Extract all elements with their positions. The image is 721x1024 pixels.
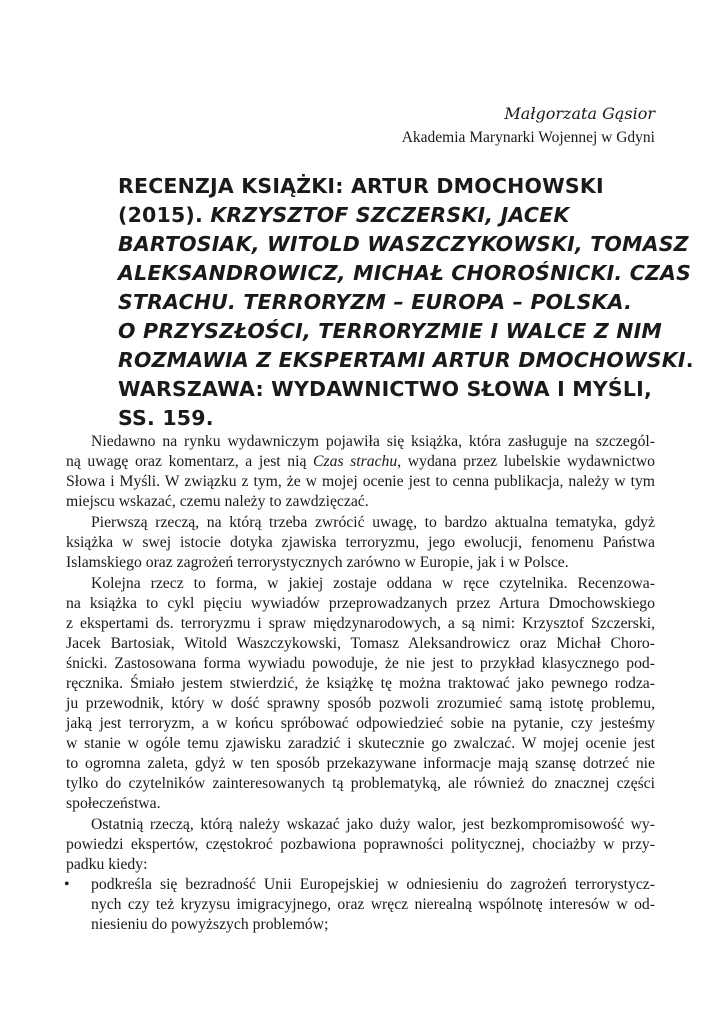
text-line: miejscu wskazać, czemu należy to zawdzięczać. [66, 493, 369, 510]
text-line: Słowa i Myśli. W związku z tym, że w mojej ocenie jest to cenna publikacja, należy w tym [66, 473, 655, 490]
text-line: w stanie w ogóle temu zjawisku zaradzić i skutecznie go zwalczać. W mojej ocenie jest [66, 735, 655, 752]
title-line [118, 317, 663, 345]
text-line: śnicki. Zastosowana forma wywiadu powoduje, że nie jest to przykład klasycznego pod- [66, 655, 655, 672]
title-line [118, 404, 658, 432]
title-line [118, 201, 658, 229]
title-line [118, 259, 692, 287]
text-line: padku kiedy: [66, 856, 148, 873]
text-line: książka w swej istocie dotyka zjawiska terroryzmu, jego ewolucji, fenomenu Państwa [66, 534, 655, 551]
bullet-marker: • [64, 876, 70, 893]
text-line: Islamskiego oraz zagrożeń terrorystycznych zarówno w Europie, jak i w Polsce. [66, 554, 569, 571]
text-line: ręcznika. Śmiało jestem stwierdzić, że książkę tę można traktować jako pewnego rodza- [66, 675, 655, 692]
title-text: RECENZJA KSIĄŻKI: ARTUR DMOCHOWSKI [118, 174, 604, 198]
title-line [118, 375, 658, 403]
text-line: podkreśla się bezradność Unii Europejskiej w odniesieniu do zagrożeń terrorystycz- [91, 876, 655, 893]
title-text-italic: KRZYSZTOF SZCZERSKI, JACEK [210, 203, 570, 227]
title-line [118, 230, 689, 258]
title-line [118, 346, 694, 374]
text-line: to ogromna zaleta, gdyż w ten sposób przekazywane informacje mają szansę dotrzeć nie [66, 755, 655, 772]
book-title-italic: Czas strachu [313, 453, 398, 470]
text-line: Jacek Bartosiak, Witold Waszczykowski, Tomasz Aleksandrowicz oraz Michał Choro- [66, 635, 655, 652]
text-line: z ekspertami ds. terroryzmu i spraw międzynarodowych, a są nimi: Krzysztof Szczerski, [66, 615, 655, 632]
title-text-italic: ALEKSANDROWICZ, MICHAŁ CHOROŚNICKI. CZAS [118, 261, 692, 285]
text-line: niesieniu do powyższych problemów; [91, 916, 329, 933]
title-text-italic: ROZMAWIA Z EKSPERTAMI ARTUR DMOCHOWSKI [118, 348, 686, 372]
title-text-italic: BARTOSIAK, WITOLD WASZCZYKOWSKI, TOMASZ [118, 232, 689, 256]
title-text: . [685, 348, 694, 372]
text-line: ju przewodnik, który w dość sprawny sposób pozwoli zrozumieć samą istotę problemu, [66, 695, 655, 712]
text-line: na książka to cykl pięciu wywiadów przeprowadzanych przez Artura Dmochowskiego [66, 595, 655, 612]
text-line: Kolejna rzecz to forma, w jakiej zostaje oddana w ręce czytelnika. Recenzowa- [91, 575, 655, 592]
title-line [118, 288, 658, 316]
title-line [118, 172, 658, 200]
text-line: tylko do czytelników zainteresowanych tą problematyką, ale również do znacznej części [66, 775, 655, 792]
author-name: Małgorzata Gąsior [504, 104, 655, 123]
author-affiliation: Akademia Marynarki Wojennej w Gdyni [401, 129, 655, 146]
text-line: powiedzi ekspertów, częstokroć pozbawiona poprawności politycznej, chociażby w przy- [66, 836, 655, 853]
text-line: nych czy też kryzysu imigracyjnego, oraz wręcz nierealną wspólnotę interesów w od- [91, 896, 655, 913]
title-text: WARSZAWA: WYDAWNICTWO SŁOWA I MYŚLI, [118, 377, 652, 401]
text-line: Ostatnią rzeczą, którą należy wskazać jako duży walor, jest bezkompromisowość wy- [91, 816, 655, 833]
text-span: , wydana przez lubelskie wydawnictwo [397, 453, 655, 470]
title-text: SS. 159. [118, 406, 214, 430]
text-line: społeczeństwa. [66, 795, 161, 812]
text-span: ną uwagę oraz komentarz, a jest nią [66, 453, 314, 470]
title-text-italic: STRACHU. TERRORYZM – EUROPA – POLSKA. [118, 290, 633, 314]
text-line [66, 452, 655, 472]
text-line: Pierwszą rzeczą, na którą trzeba zwrócić uwagę, to bardzo aktualna tematyka, gdyż [91, 514, 655, 531]
title-text-italic: O PRZYSZŁOŚCI, TERRORYZMIE I WALCE Z NIM [118, 319, 663, 343]
text-line: Niedawno na rynku wydawniczym pojawiła się książka, która zasługuje na szczegól- [91, 433, 655, 450]
title-text: (2015). [118, 203, 211, 227]
text-line: jaką jest terroryzm, a w końcu spróbować odpowiedzieć sobie na pytanie, czy jesteśmy [66, 715, 655, 732]
